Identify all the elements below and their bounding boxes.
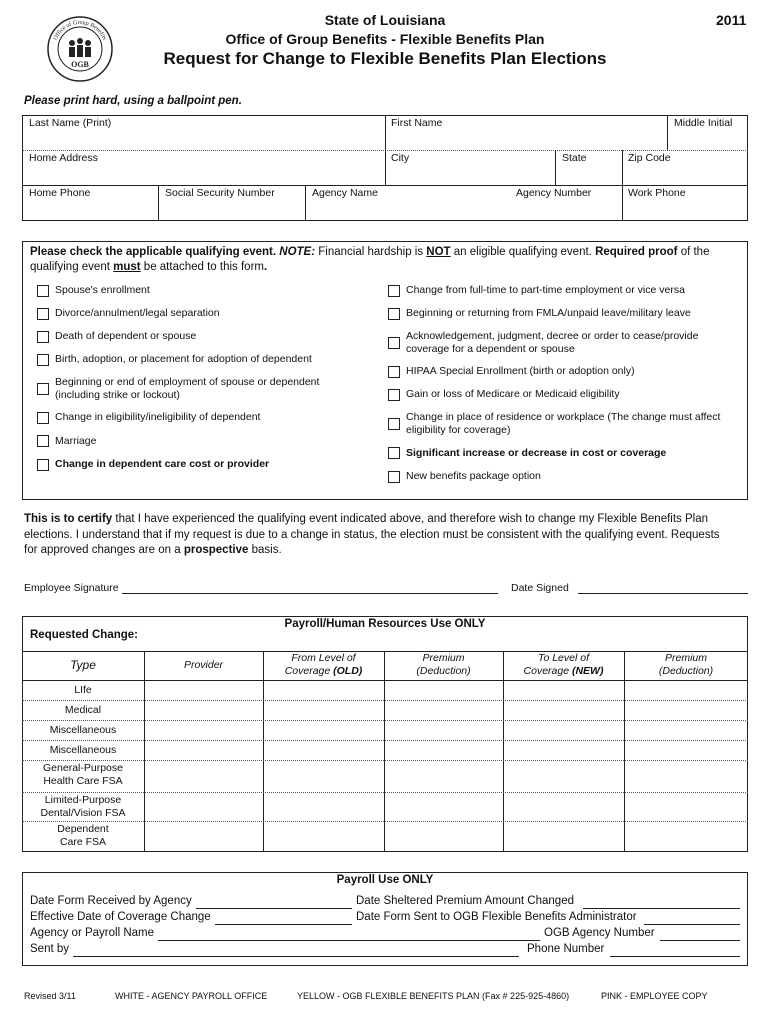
option-spouse-enrollment: Spouse's enrollment bbox=[55, 284, 150, 296]
row-dental-vision-fsa bbox=[22, 794, 144, 820]
ogb-agency-number-line[interactable] bbox=[660, 940, 740, 941]
col-provider: Provider bbox=[183, 659, 224, 671]
home-address-field[interactable]: Home Address bbox=[29, 152, 98, 164]
checkbox-hipaa[interactable] bbox=[388, 366, 400, 378]
employee-signature-line[interactable] bbox=[122, 593, 498, 594]
city-field[interactable]: City bbox=[391, 152, 410, 164]
intro-text-5: be attached to this form bbox=[140, 261, 264, 273]
option-divorce: Divorce/annulment/legal separation bbox=[55, 307, 220, 319]
checkbox-fulltime-parttime[interactable] bbox=[388, 285, 400, 297]
col-premium-old-line1: Premium bbox=[422, 652, 465, 664]
row-hcfsa-line1: General-Purpose bbox=[43, 762, 123, 774]
option-birth-adoption: Birth, adoption, or placement for adoption of dependent bbox=[55, 353, 312, 365]
row-dvfsa-line1: Limited-Purpose bbox=[44, 794, 122, 806]
phone-number-label: Phone Number bbox=[527, 943, 605, 955]
col-premium-new bbox=[624, 652, 748, 678]
sent-by-label: Sent by bbox=[30, 943, 69, 955]
employee-signature-label: Employee Signature bbox=[24, 582, 119, 594]
row-health-care-fsa bbox=[22, 762, 144, 788]
col-type: Type bbox=[70, 658, 96, 672]
agency-payroll-name-label: Agency or Payroll Name bbox=[30, 927, 154, 939]
checkbox-eligibility-dependent[interactable] bbox=[37, 412, 49, 424]
not-emphasis: NOT bbox=[426, 246, 451, 258]
effective-date-line[interactable] bbox=[215, 924, 352, 925]
intro-text-4: qualifying event bbox=[30, 261, 114, 273]
checkbox-cost-coverage[interactable] bbox=[388, 447, 400, 459]
option-cost-coverage: Significant increase or decrease in cost or coverage bbox=[406, 447, 667, 459]
intro-text-1: Financial hardship is bbox=[315, 246, 427, 258]
row-dcfsa-line1: Dependent bbox=[57, 823, 109, 835]
effective-date-label: Effective Date of Coverage Change bbox=[30, 911, 211, 923]
row-misc1-label: Miscellaneous bbox=[49, 724, 117, 736]
prospective-bold: prospective bbox=[183, 544, 249, 556]
checkbox-death[interactable] bbox=[37, 331, 49, 343]
col-old: (OLD) bbox=[333, 665, 363, 677]
must-emphasis: must bbox=[113, 261, 141, 273]
certify-text-3: for approved changes are on a bbox=[24, 544, 184, 556]
agency-number-field[interactable]: Agency Number bbox=[516, 187, 592, 199]
required-proof: Required proof bbox=[595, 246, 678, 258]
option-eligibility-dependent: Change in eligibility/ineligibility of dependent bbox=[55, 411, 261, 423]
intro-bold: Please check the applicable qualifying event. bbox=[30, 246, 277, 258]
seal-arc-path: Office of Group Benefits bbox=[52, 19, 108, 42]
col-to-level bbox=[503, 652, 624, 678]
date-received-line[interactable] bbox=[196, 908, 352, 909]
date-sheltered-label: Date Sheltered Premium Amount Changed bbox=[356, 895, 574, 907]
certify-text-4: basis. bbox=[248, 544, 282, 556]
form-year: 2011 bbox=[716, 12, 747, 28]
col-new: (NEW) bbox=[571, 665, 604, 677]
footer-white-copy: WHITE - AGENCY PAYROLL OFFICE bbox=[115, 991, 268, 1001]
date-signed-line[interactable] bbox=[578, 593, 748, 594]
checkbox-acknowledgement[interactable] bbox=[388, 337, 400, 349]
state-field[interactable]: State bbox=[562, 152, 587, 164]
note-label: NOTE: bbox=[279, 246, 316, 258]
checkbox-marriage[interactable] bbox=[37, 435, 49, 447]
col-premium-new-line1: Premium bbox=[664, 652, 707, 664]
date-sent-label: Date Form Sent to OGB Flexible Benefits Administrator bbox=[356, 911, 637, 923]
checkbox-spouse-enrollment[interactable] bbox=[37, 285, 49, 297]
phone-number-line[interactable] bbox=[610, 956, 740, 957]
option-fmla: Beginning or returning from FMLA/unpaid leave/military leave bbox=[406, 307, 691, 319]
print-instruction: Please print hard, using a ballpoint pen. bbox=[24, 95, 242, 107]
col-from-level bbox=[263, 652, 384, 678]
option-medicare: Gain or loss of Medicare or Medicaid eligibility bbox=[406, 388, 620, 400]
certify-text-1: that I have experienced the qualifying event indicated above, and therefore wish to change my Flexible Benefits Plan bbox=[112, 513, 709, 525]
footer-revised: Revised 3/11 bbox=[24, 991, 76, 1001]
option-residence: Change in place of residence or workplace (The change must affect eligibility for coverage) bbox=[406, 411, 721, 436]
ssn-field[interactable]: Social Security Number bbox=[165, 187, 275, 199]
checkbox-birth-adoption[interactable] bbox=[37, 354, 49, 366]
payroll-hr-title: Payroll/Human Resources Use ONLY bbox=[284, 618, 486, 630]
checkbox-new-package[interactable] bbox=[388, 471, 400, 483]
option-new-package: New benefits package option bbox=[406, 470, 541, 482]
row-hcfsa-line2: Health Care FSA bbox=[43, 775, 123, 787]
col-premium-old-line2: (Deduction) bbox=[416, 665, 471, 677]
row-life-label: LIfe bbox=[74, 684, 92, 696]
checkbox-divorce[interactable] bbox=[37, 308, 49, 320]
office-heading: Office of Group Benefits - Flexible Benefits Plan bbox=[225, 31, 545, 47]
option-acknowledgement: Acknowledgement, judgment, decree or order to cease/provide coverage for a dependent or spouse bbox=[406, 330, 699, 355]
intro-text-3: of the bbox=[677, 246, 710, 258]
qualifying-intro bbox=[30, 245, 742, 275]
row-dcfsa-line2: Care FSA bbox=[59, 836, 107, 848]
agency-name-field[interactable]: Agency Name bbox=[312, 187, 378, 199]
row-miscellaneous-1 bbox=[22, 724, 144, 737]
option-hipaa: HIPAA Special Enrollment (birth or adoption only) bbox=[406, 365, 635, 377]
row-life bbox=[22, 684, 144, 697]
option-fulltime-parttime: Change from full-time to part-time employment or vice versa bbox=[406, 284, 685, 296]
agency-payroll-name-line[interactable] bbox=[158, 940, 540, 941]
date-signed-label: Date Signed bbox=[511, 582, 569, 594]
certify-bold: This is to certify bbox=[24, 513, 113, 525]
col-to-line2: Coverage bbox=[523, 665, 572, 677]
checkbox-residence[interactable] bbox=[388, 418, 400, 430]
col-from-line1: From Level of bbox=[291, 652, 356, 664]
col-from-line2: Coverage bbox=[284, 665, 334, 677]
ogb-agency-number-label: OGB Agency Number bbox=[544, 927, 655, 939]
col-premium-old bbox=[384, 652, 503, 678]
option-death: Death of dependent or spouse bbox=[55, 330, 197, 342]
sent-by-line[interactable] bbox=[73, 956, 519, 957]
home-phone-field[interactable]: Home Phone bbox=[29, 187, 91, 199]
row-misc2-label: Miscellaneous bbox=[49, 744, 117, 756]
checkbox-medicare[interactable] bbox=[388, 389, 400, 401]
footer-yellow-copy: YELLOW - OGB FLEXIBLE BENEFITS PLAN (Fax # 225-925-4860) bbox=[297, 991, 570, 1001]
zip-code-field[interactable]: Zip Code bbox=[628, 152, 671, 164]
state-heading: State of Louisiana bbox=[324, 12, 446, 28]
col-to-line1: To Level of bbox=[538, 652, 589, 664]
requested-change-label: Requested Change: bbox=[30, 629, 138, 641]
seal-abbrev: OGB bbox=[71, 60, 89, 69]
checkbox-fmla[interactable] bbox=[388, 308, 400, 320]
first-name-field[interactable]: First Name bbox=[391, 117, 443, 129]
certification-text bbox=[24, 512, 754, 559]
checkbox-employment-spouse[interactable] bbox=[37, 383, 49, 395]
footer-pink-copy: PINK - EMPLOYEE COPY bbox=[601, 991, 708, 1001]
work-phone-field[interactable]: Work Phone bbox=[628, 187, 686, 199]
row-dvfsa-line2: Dental/Vision FSA bbox=[40, 807, 126, 819]
row-medical-label: Medical bbox=[64, 704, 102, 716]
col-premium-new-line2: (Deduction) bbox=[658, 665, 714, 677]
last-name-field[interactable]: Last Name (Print) bbox=[29, 117, 112, 129]
row-dependent-care-fsa bbox=[22, 823, 144, 849]
middle-initial-field[interactable]: Middle Initial bbox=[674, 117, 733, 129]
row-miscellaneous-2 bbox=[22, 744, 144, 757]
option-marriage: Marriage bbox=[55, 435, 97, 447]
intro-period: . bbox=[263, 261, 268, 273]
row-medical bbox=[22, 704, 144, 717]
checkbox-dependent-care[interactable] bbox=[37, 459, 49, 471]
option-employment-spouse: Beginning or end of employment of spouse or dependent (including strike or lockout) bbox=[55, 376, 320, 401]
date-received-label: Date Form Received by Agency bbox=[30, 895, 192, 907]
date-sheltered-line[interactable] bbox=[583, 908, 740, 909]
page-title: Request for Change to Flexible Benefits Plan Elections bbox=[163, 49, 607, 68]
option-dependent-care: Change in dependent care cost or provider bbox=[55, 458, 270, 470]
payroll-use-title: Payroll Use ONLY bbox=[336, 874, 434, 886]
date-sent-line[interactable] bbox=[644, 924, 740, 925]
certify-text-2: elections. I understand that if my request is due to a change in status, the election must be consistent with the qualifying event. Requests bbox=[24, 528, 720, 541]
intro-text-2: an eligible qualifying event. bbox=[450, 246, 596, 258]
